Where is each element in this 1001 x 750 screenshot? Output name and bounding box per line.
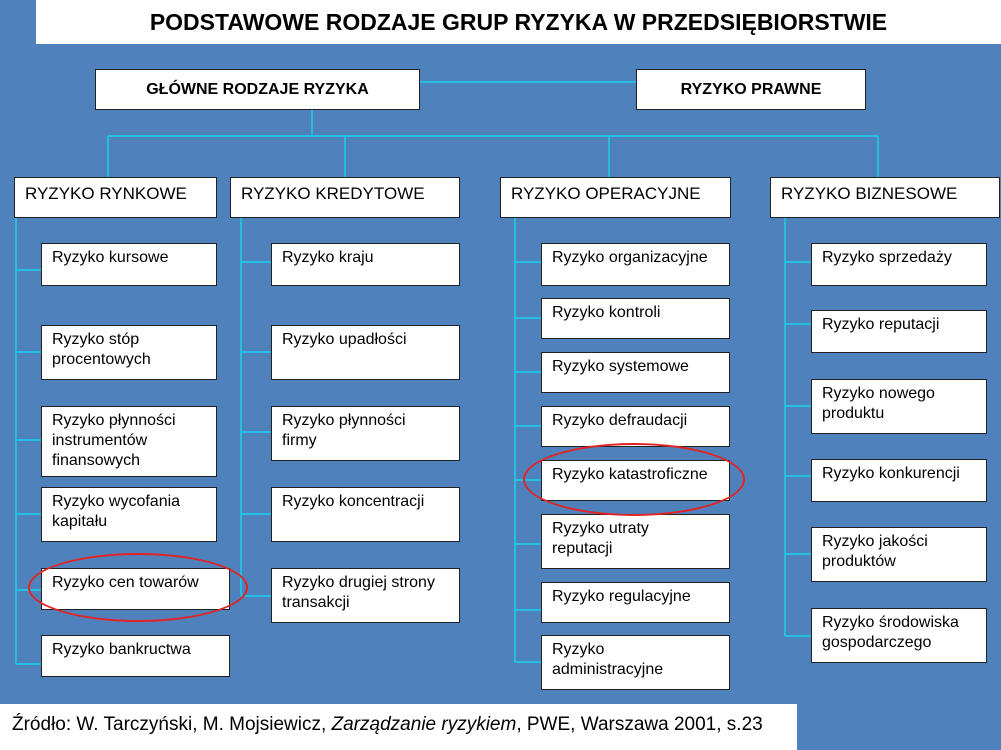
risk-item-commodity-price: Ryzyko cen towarów <box>41 568 230 610</box>
risk-item: Ryzyko bankructwa <box>41 635 230 677</box>
risk-item: Ryzyko nowego produktu <box>811 379 987 434</box>
category-market-risk: RYZYKO RYNKOWE <box>14 177 217 218</box>
risk-item: Ryzyko wycofania kapitału <box>41 487 217 542</box>
risk-item: Ryzyko płynności instrumentów finansowych <box>41 406 217 477</box>
risk-item: Ryzyko administracyjne <box>541 635 730 690</box>
risk-item: Ryzyko reputacji <box>811 310 987 353</box>
highlight-ellipse-catastrophic <box>523 443 745 516</box>
category-operational-risk: RYZYKO OPERACYJNE <box>500 177 731 218</box>
highlight-ellipse-commodity-price <box>28 553 248 622</box>
main-risk-types-box: GŁÓWNE RODZAJE RYZYKA <box>95 69 420 110</box>
risk-item: Ryzyko defraudacji <box>541 406 730 447</box>
risk-item: Ryzyko regulacyjne <box>541 582 730 623</box>
risk-item: Ryzyko jakości produktów <box>811 527 987 582</box>
risk-item: Ryzyko stóp procentowych <box>41 325 217 380</box>
category-credit-risk: RYZYKO KREDYTOWE <box>230 177 460 218</box>
risk-item: Ryzyko koncentracji <box>271 487 460 542</box>
risk-item: Ryzyko kraju <box>271 243 460 286</box>
risk-item: Ryzyko konkurencji <box>811 459 987 502</box>
risk-item: Ryzyko sprzedaży <box>811 243 987 286</box>
legal-risk-box: RYZYKO PRAWNE <box>636 69 866 110</box>
risk-item: Ryzyko organizacyjne <box>541 243 730 286</box>
risk-item: Ryzyko kursowe <box>41 243 217 286</box>
risk-item: Ryzyko utraty reputacji <box>541 514 730 569</box>
risk-item: Ryzyko drugiej strony transakcji <box>271 568 460 623</box>
risk-item-catastrophic: Ryzyko katastroficzne <box>541 460 730 501</box>
risk-item: Ryzyko płynności firmy <box>271 406 460 461</box>
source-citation: Źródło: W. Tarczyński, M. Mojsiewicz, Zarządzanie ryzykiem, PWE, Warszawa 2001, s.23 <box>0 704 797 750</box>
category-business-risk: RYZYKO BIZNESOWE <box>770 177 1000 218</box>
risk-item: Ryzyko środowiska gospodarczego <box>811 608 987 663</box>
risk-item: Ryzyko kontroli <box>541 298 730 339</box>
page-title: PODSTAWOWE RODZAJE GRUP RYZYKA W PRZEDSIĘBIORSTWIE <box>36 0 1001 44</box>
risk-item: Ryzyko systemowe <box>541 352 730 393</box>
risk-item: Ryzyko upadłości <box>271 325 460 380</box>
